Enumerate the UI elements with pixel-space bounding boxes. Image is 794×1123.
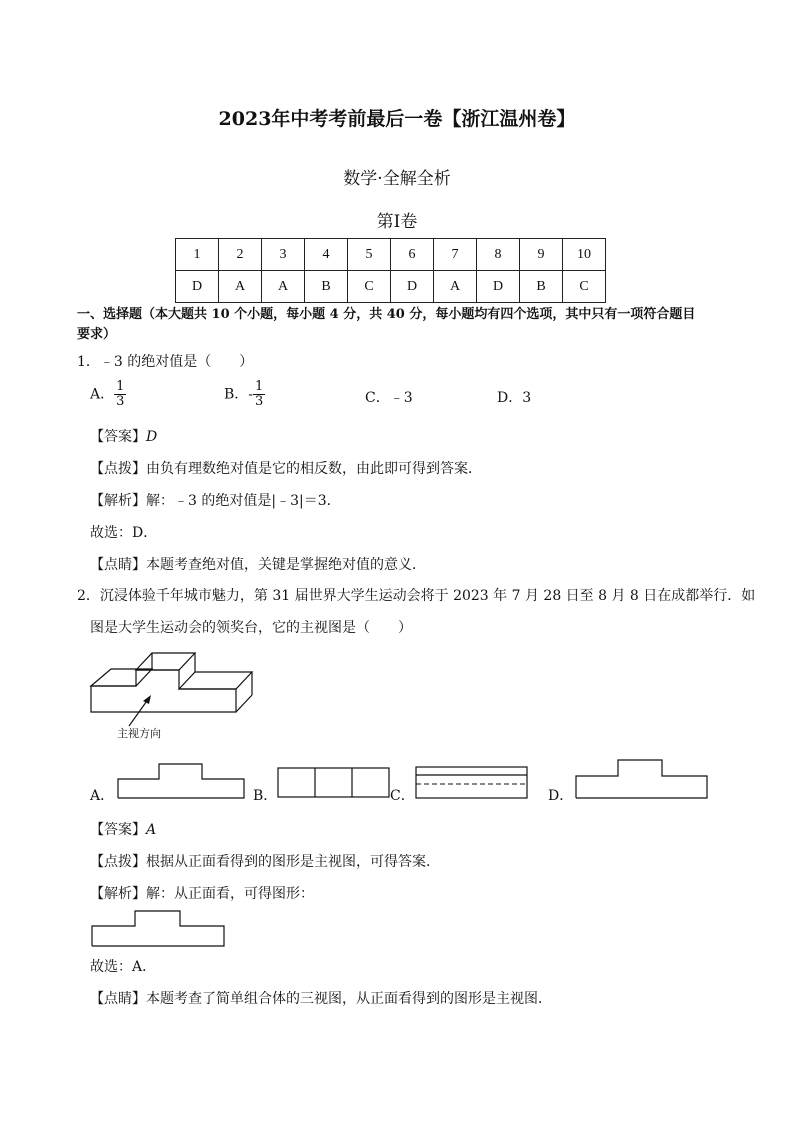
minus-sign: - [248, 386, 254, 403]
table-cell: 8 [477, 239, 520, 271]
table-cell: D [477, 271, 520, 303]
table-cell: A [434, 271, 477, 303]
numerator: 1 [116, 379, 125, 394]
podium-figure [88, 650, 248, 720]
denominator: 3 [255, 394, 264, 409]
answer-table-answer-row [176, 271, 606, 303]
q2-option-a-label: A． [90, 788, 115, 804]
table-cell: 9 [520, 239, 563, 271]
table-cell: D [391, 271, 434, 303]
q2-solution-figure [91, 910, 227, 948]
q1-option-b [224, 380, 265, 409]
option-label: A． [90, 386, 115, 403]
q2-stem-line1: 2．沉浸体验千年城市魅力，第 31 届世界大学生运动会将于 2023 年 7 月 28 日至 8 月 8 日在成都举行．如 [77, 588, 756, 604]
q2-option-d-label: D． [548, 788, 574, 804]
q1-stem: 1．﹣3 的绝对值是（ ） [77, 354, 254, 370]
q2-option-a-figure [117, 763, 247, 799]
table-cell: 1 [176, 239, 219, 271]
table-cell: 7 [434, 239, 477, 271]
q1-option-d: D．3 [497, 390, 532, 406]
table-cell: A [219, 271, 262, 303]
numerator: 1 [255, 379, 264, 394]
q1-choose: 故选：D． [90, 525, 158, 541]
table-cell: 2 [219, 239, 262, 271]
q2-solution: 【解析】解：从正面看，可得图形： [90, 886, 314, 902]
q2-option-b-label: B． [253, 788, 278, 804]
q1-comment: 【点睛】本题考查绝对值，关键是掌握绝对值的意义． [90, 557, 426, 573]
page-title: 2023年中考考前最后一卷【浙江温州卷】 [218, 108, 576, 130]
table-cell: 4 [305, 239, 348, 271]
section-heading-line1: 一、选择题（本大题共 10 个小题，每小题 4 分，共 40 分，每小题均有四个选项，其中只有一项符合题目 [77, 307, 696, 322]
denominator: 3 [116, 394, 125, 409]
table-cell: 3 [262, 239, 305, 271]
q1-answer [90, 428, 157, 446]
answer-value: A [146, 822, 157, 838]
q2-option-d-figure [575, 759, 709, 799]
table-cell: C [348, 271, 391, 303]
q1-hint: 【点拨】由负有理数绝对值是它的相反数，由此即可得到答案． [90, 461, 482, 477]
q2-option-c-label: C． [390, 788, 415, 804]
q2-answer [90, 821, 156, 839]
q2-stem-line2: 图是大学生运动会的领奖台，它的主视图是（ ） [90, 620, 412, 636]
q2-choose: 故选：A． [90, 959, 157, 975]
fraction [253, 380, 265, 409]
q1-option-c: C．﹣3 [365, 390, 413, 406]
q1-solution: 【解析】解：﹣3 的绝对值是|﹣3|＝3． [90, 493, 341, 509]
answer-tag: 【答案】 [90, 822, 146, 838]
table-cell: B [520, 271, 563, 303]
answer-table-number-row [176, 239, 606, 271]
page-subtitle: 数学·全解全析 [343, 169, 451, 189]
table-cell: 10 [563, 239, 606, 271]
direction-label: 主视方向 [117, 727, 161, 740]
table-cell: D [176, 271, 219, 303]
table-cell: B [305, 271, 348, 303]
q1-option-a [90, 380, 126, 409]
answer-table [175, 238, 606, 303]
option-label: B． [224, 386, 249, 403]
q2-hint: 【点拨】根据从正面看得到的图形是主视图，可得答案． [90, 854, 440, 870]
table-cell: 6 [391, 239, 434, 271]
q2-option-b-figure [277, 767, 391, 799]
answer-value: D [146, 429, 158, 445]
q2-comment: 【点睛】本题考查了简单组合体的三视图，从正面看得到的图形是主视图． [90, 991, 552, 1007]
table-cell: 5 [348, 239, 391, 271]
table-cell: C [563, 271, 606, 303]
volume-heading: 第Ⅰ卷 [376, 212, 418, 232]
q2-option-c-figure [415, 766, 529, 800]
fraction [114, 380, 126, 409]
answer-tag: 【答案】 [90, 429, 146, 445]
section-heading-line2: 要求） [77, 327, 117, 342]
table-cell: A [262, 271, 305, 303]
